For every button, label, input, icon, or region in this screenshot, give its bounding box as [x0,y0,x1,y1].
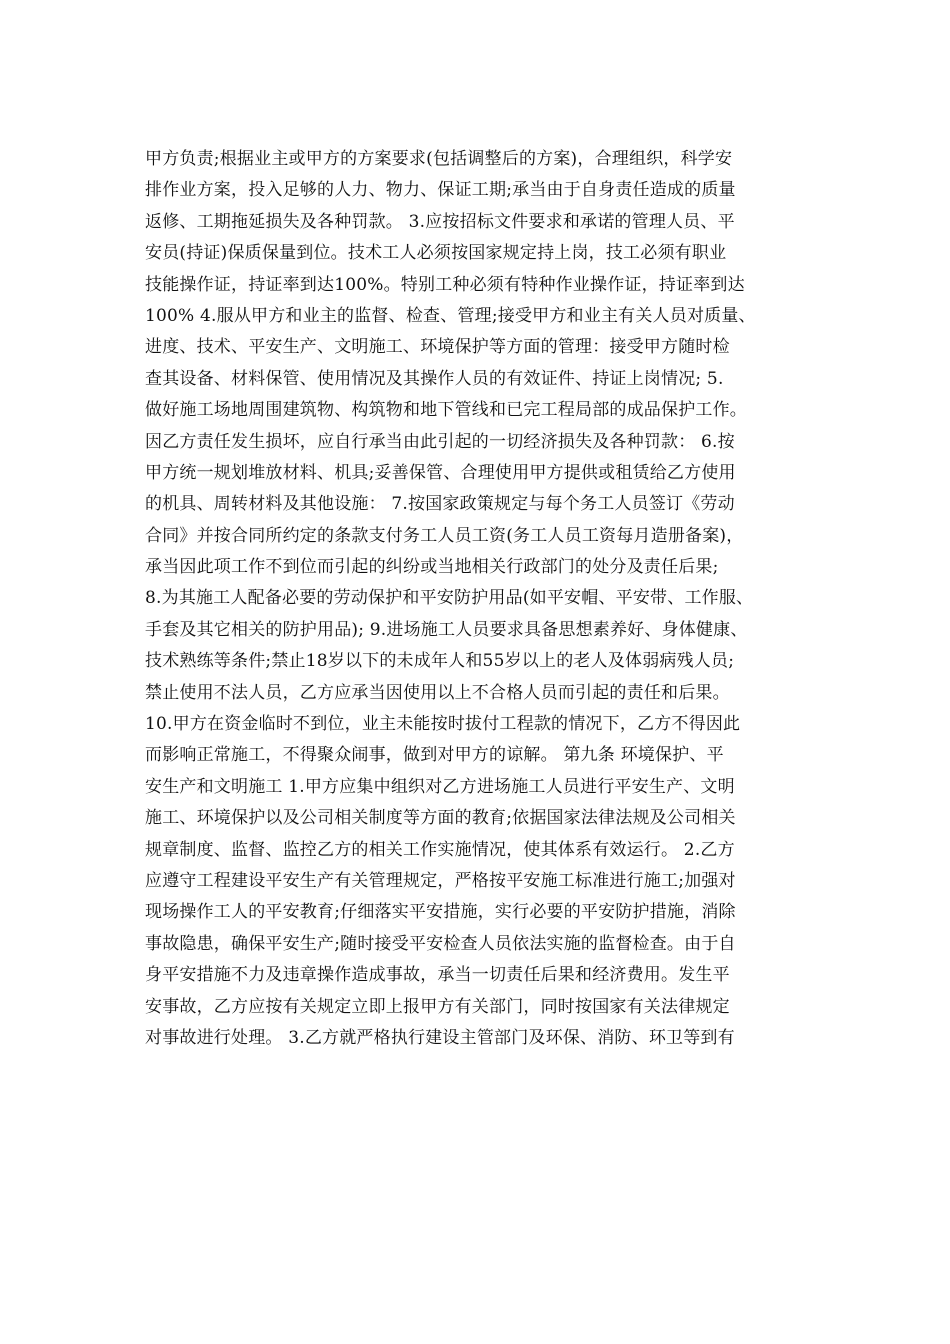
text-line: 甲方统一规划堆放材料、机具;妥善保管、合理使用甲方提供或租赁给乙方使用 [145,462,736,483]
text-line: 安员(持证)保质保量到位。技术工人必须按国家规定持上岗，技工必须有职业 [145,243,727,264]
text-line: 100% 4.服从甲方和业主的监督、检查、管理;接受甲方和业主有关人员对质量、 [145,305,756,326]
text-line: 10.甲方在资金临时不到位，业主未能按时拔付工程款的情况下，乙方不得因此 [145,714,741,735]
text-line: 技术熟练等条件;禁止18岁以下的未成年人和55岁以上的老人及体弱病残人员; [145,651,735,672]
body-text [145,144,815,1054]
text-line: 的机具、周转材料及其他设施： 7.按国家政策规定与每个务工人员签订《劳动 [145,494,735,515]
text-line: 查其设备、材料保管、使用情况及其操作人员的有效证件、持证上岗情况; 5. [145,368,724,389]
text-line: 规章制度、监督、监控乙方的相关工作实施情况，使其体系有效运行。 2.乙方 [145,839,735,860]
text-line: 事故隐患，确保平安生产;随时接受平安检查人员依法实施的监督检查。由于自 [145,933,736,954]
text-line: 禁止使用不法人员，乙方应承当因使用以上不合格人员而引起的责任和后果。 [145,682,730,703]
text-line: 安事故，乙方应按有关规定立即上报甲方有关部门，同时按国家有关法律规定 [145,996,730,1017]
text-line: 因乙方责任发生损坏，应自行承当由此引起的一切经济损失及各种罚款： 6.按 [145,431,735,452]
text-line: 技能操作证，持证率到达100%。特别工种必须有特种作业操作证，持证率到达 [145,274,745,295]
text-line: 合同》并按合同所约定的条款支付务工人员工资(务工人员工资每月造册备案)， [145,525,744,546]
text-line: 承当因此项工作不到位而引起的纠纷或当地相关行政部门的处分及责任后果; [145,557,719,578]
text-line: 做好施工场地周围建筑物、构筑物和地下管线和已完工程局部的成品保护工作。 [145,400,747,421]
text-line: 甲方负责;根据业主或甲方的方案要求(包括调整后的方案)，合理组织，科学安 [145,149,733,169]
text-line: 8.为其施工人配备必要的劳动保护和平安防护用品(如平安帽、平安带、工作服、 [145,588,754,609]
text-line: 施工、环境保护以及公司相关制度等方面的教育;依据国家法律法规及公司相关 [145,808,736,829]
text-line: 手套及其它相关的防护用品); 9.进场施工人员要求具备思想素养好、身体健康、 [145,619,748,640]
text-line: 安生产和文明施工 1.甲方应集中组织对乙方进场施工人员进行平安生产、文明 [145,776,735,797]
text-line: 应遵守工程建设平安生产有关管理规定，严格按平安施工标准进行施工;加强对 [145,870,736,891]
text-line: 对事故进行处理。 3.乙方就严格执行建设主管部门及环保、消防、环卫等到有 [145,1027,735,1048]
text-line: 排作业方案，投入足够的人力、物力、保证工期;承当由于自身责任造成的质量 [145,180,736,201]
text-line: 现场操作工人的平安教育;仔细落实平安措施，实行必要的平安防护措施，消除 [145,902,736,923]
text-line: 返修、工期拖延损失及各种罚款。 3.应按招标文件要求和承诺的管理人员、平 [145,211,735,232]
text-line: 身平安措施不力及违章操作造成事故，承当一切责任后果和经济费用。发生平 [145,965,730,986]
text-line: 而影响正常施工，不得聚众闹事，做到对甲方的谅解。 第九条 环境保护、平 [145,745,724,766]
text-line: 进度、技术、平安生产、文明施工、环境保护等方面的管理：接受甲方随时检 [145,337,730,358]
